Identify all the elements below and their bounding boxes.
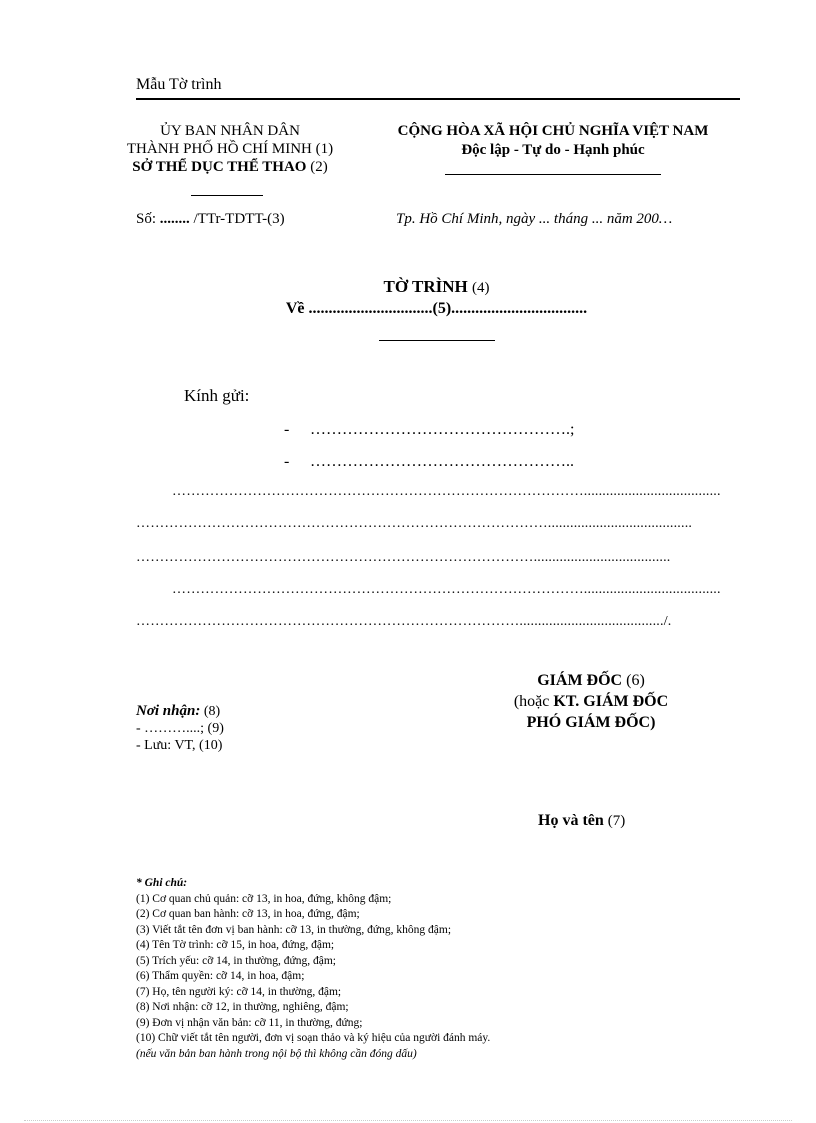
motto-underline — [445, 174, 661, 175]
note-item: (4) Tên Tờ trình: cỡ 15, in hoa, đứng, đậm; — [136, 939, 335, 951]
document-number — [136, 211, 285, 228]
note-item: (9) Đơn vị nhận văn bản: cỡ 11, in thường, đứng; — [136, 1016, 363, 1029]
parent-agency-line: ỦY BAN NHÂN DÂN — [160, 123, 300, 139]
notes-block — [136, 876, 490, 1062]
recipient-dash: - — [284, 453, 290, 470]
document-subject: Về ...............................(5).................................. — [285, 300, 588, 317]
nation-name: CỘNG HÒA XÃ HỘI CHỦ NGHĨA VIỆT NAM — [397, 123, 709, 139]
doc-number-prefix: Số: — [136, 211, 157, 227]
recipients-title: Nơi nhận: — [136, 703, 201, 719]
department-line — [100, 158, 360, 176]
note-item: (8) Nơi nhận: cỡ 12, in thường, nghiêng, đậm; — [136, 1001, 349, 1013]
doc-number-suffix: /TTr-TDTT-(3) — [189, 211, 285, 227]
recipients-item: - ………....; (9) — [136, 721, 224, 736]
signer-deputy-title: PHÓ GIÁM ĐỐC) — [526, 714, 656, 731]
signer-title-line — [470, 670, 712, 691]
document-title — [0, 277, 816, 297]
notes-title: * Ghi chú: — [136, 877, 188, 889]
city-line — [100, 140, 360, 158]
body-text-line: …………………………………………………………………………..................................... — [136, 550, 671, 565]
department-name: SỞ THỂ DỤC THỂ THAO — [132, 159, 307, 175]
place-and-date: Tp. Hồ Chí Minh, ngày ... tháng ... năm 200… — [396, 211, 673, 227]
addressee-label: Kính gửi: — [184, 386, 250, 405]
recipients-title-line — [136, 703, 224, 720]
signer-note-num: (6) — [626, 672, 645, 689]
city-name: THÀNH PHỐ HỒ CHÍ MINH — [126, 141, 312, 157]
signer-alt-line — [470, 691, 712, 712]
body-text-line: ……………………………………………………………………………..................................... — [172, 484, 721, 499]
page-bottom-edge — [24, 1120, 792, 1121]
department-note-num: (2) — [310, 159, 328, 175]
note-item: (2) Cơ quan ban hành: cỡ 13, in hoa, đứng, đậm; — [136, 908, 360, 920]
notes-footer: (nếu văn bản ban hành trong nội bộ thì không cần đóng dấu) — [136, 1047, 417, 1060]
signer-alt-title: KT. GIÁM ĐỐC — [553, 693, 669, 710]
note-item: (10) Chữ viết tắt tên người, đơn vị soạn thảo và ký hiệu của người đánh máy. — [136, 1032, 491, 1044]
note-item: (3) Viết tắt tên đơn vị ban hành: cỡ 13, in thường, đứng, không đậm; — [136, 923, 452, 936]
signer-name — [538, 812, 625, 830]
body-text-line: ………………………………………………………………………......................................./. — [136, 614, 672, 629]
signer-title: GIÁM ĐỐC — [537, 672, 623, 689]
note-item: (1) Cơ quan chủ quản: cỡ 13, in hoa, đứng, không đậm; — [136, 892, 392, 905]
signer-name-note-num: (7) — [607, 813, 626, 829]
signer-alt-prefix: (hoặc — [513, 693, 550, 710]
recipient-dash: - — [284, 421, 290, 438]
recipients-title-num: (8) — [203, 704, 221, 719]
header-divider — [136, 98, 740, 100]
document-title-text: TỜ TRÌNH — [383, 277, 468, 296]
national-header-block — [358, 122, 748, 160]
title-underline — [379, 340, 495, 341]
body-text-line: ……………………………………………………………………………..................................... — [172, 582, 721, 597]
recipient-line — [284, 453, 574, 471]
recipient-text: ………………………………………….. — [310, 453, 574, 470]
note-item: (7) Họ, tên người ký: cỡ 14, in thường, đậm; — [136, 985, 342, 998]
note-item: (6) Thẩm quyền: cỡ 14, in hoa, đậm; — [136, 970, 305, 982]
signer-name-text: Họ và tên — [538, 812, 604, 829]
body-text-line: ……………………………………………………………………………....................................... — [136, 516, 693, 531]
recipient-line — [284, 421, 574, 439]
authority-underline — [191, 195, 263, 196]
city-note-num: (1) — [315, 141, 334, 157]
recipients-block — [136, 703, 224, 754]
template-label: Mẫu Tờ trình — [136, 76, 222, 93]
recipient-text: ………………………………………….; — [310, 421, 575, 438]
note-item: (5) Trích yếu: cỡ 14, in thường, đứng, đậm; — [136, 954, 336, 967]
recipients-item: - Lưu: VT, (10) — [136, 738, 223, 753]
title-note-num: (4) — [472, 280, 490, 296]
signature-authority — [470, 670, 712, 733]
national-motto: Độc lập - Tự do - Hạnh phúc — [461, 142, 645, 158]
doc-number-dots: ........ — [159, 211, 190, 227]
issuing-authority-block — [100, 122, 360, 176]
